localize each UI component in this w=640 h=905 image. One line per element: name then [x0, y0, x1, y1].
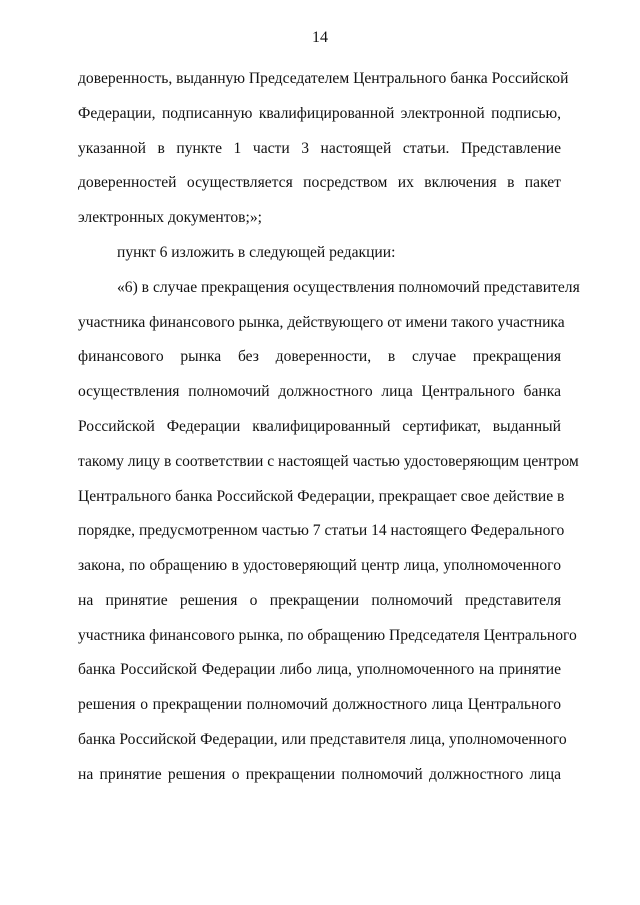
text-line: «6) в случае прекращения осуществления полномочий представителя [117, 279, 580, 296]
text-line: финансового рынка без доверенности, в случае прекращения [78, 348, 561, 365]
text-line: закона, по обращению в удостоверяющий центр лица, уполномоченного [78, 557, 561, 574]
text-line: банка Российской Федерации либо лица, уполномоченного на принятие [78, 661, 561, 678]
text-line: Федерации, подписанную квалифицированной электронной подписью, [78, 105, 561, 122]
text-line: порядке, предусмотренном частью 7 статьи 14 настоящего Федерального [78, 522, 565, 539]
text-line: Российской Федерации квалифицированный сертификат, выданный [78, 418, 561, 435]
text-line: банка Российской Федерации, или представителя лица, уполномоченного [78, 731, 567, 748]
text-line: осуществления полномочий должностного лица Центрального банка [78, 383, 561, 400]
text-line: доверенностей осуществляется посредством их включения в пакет [78, 174, 561, 191]
page-number: 14 [312, 29, 328, 46]
text-line: электронных документов;»; [78, 209, 262, 226]
text-line: пункт 6 изложить в следующей редакции: [117, 244, 396, 261]
text-line: участника финансового рынка, действующего от имени такого участника [78, 314, 565, 331]
text-line: указанной в пункте 1 части 3 настоящей статьи. Представление [78, 140, 561, 157]
text-line: на принятие решения о прекращении полномочий представителя [78, 592, 561, 609]
text-line: на принятие решения о прекращении полномочий должностного лица [78, 766, 561, 783]
text-line: решения о прекращении полномочий должностного лица Центрального [78, 696, 561, 713]
text-line: доверенность, выданную Председателем Центрального банка Российской [78, 70, 569, 87]
text-line: Центрального банка Российской Федерации, прекращает свое действие в [78, 488, 565, 505]
text-line: такому лицу в соответствии с настоящей частью удостоверяющим центром [78, 453, 579, 470]
text-line: участника финансового рынка, по обращению Председателя Центрального [78, 627, 577, 644]
